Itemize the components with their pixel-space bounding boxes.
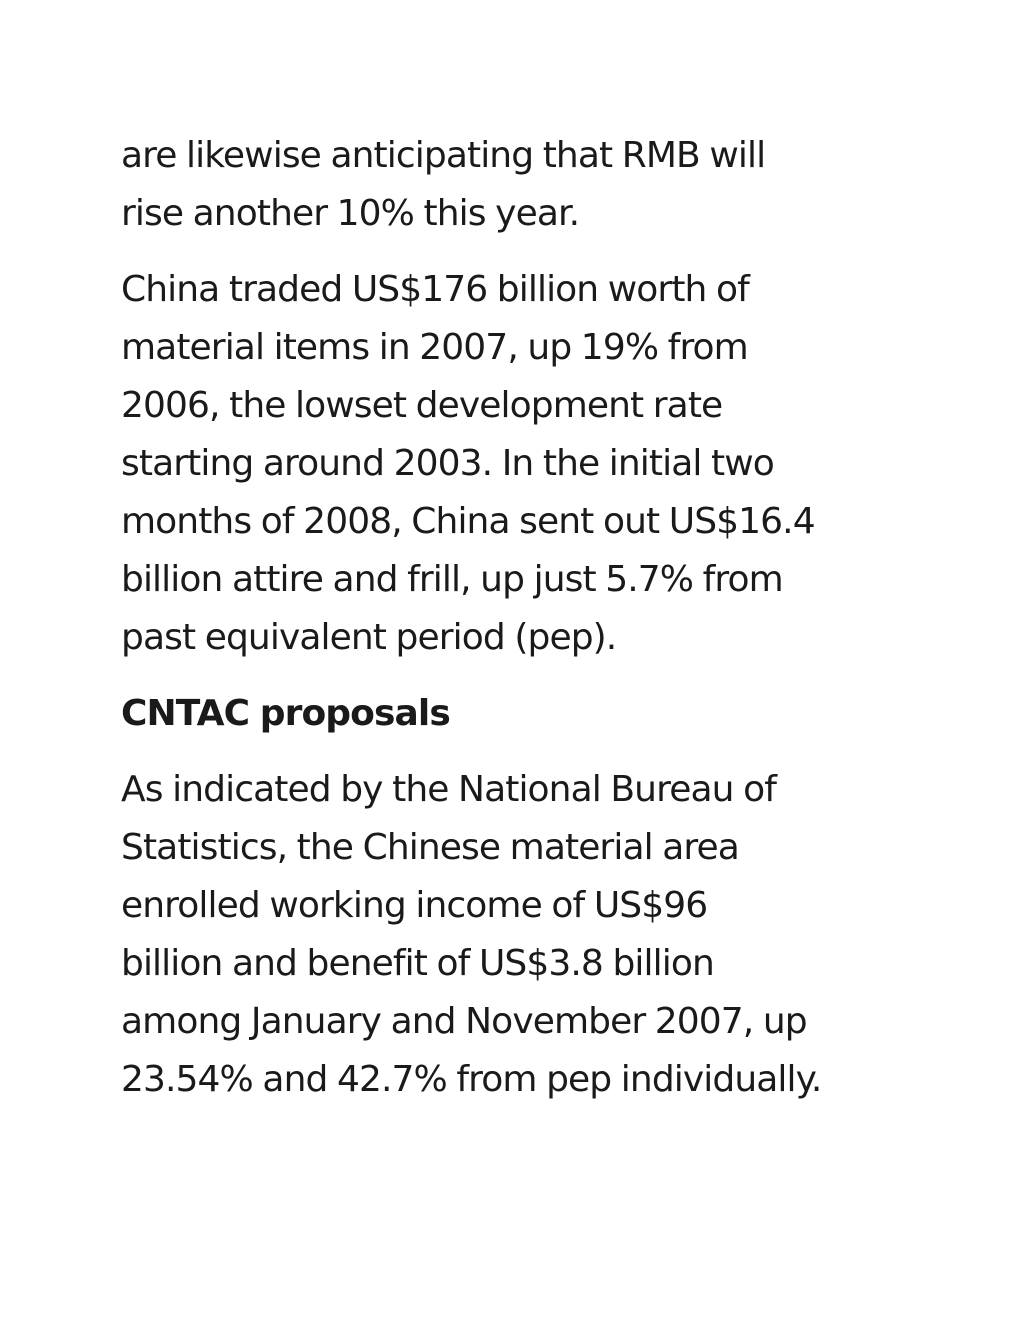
paragraph-china-trade (121, 261, 911, 667)
paragraph-rmb-forecast (121, 127, 911, 243)
text-line: rise another 10% this year. (121, 193, 580, 234)
text-line: 2006, the lowset development rate (121, 385, 723, 426)
text-line: starting around 2003. In the initial two (121, 443, 774, 484)
section-heading (121, 685, 911, 743)
heading-text: CNTAC proposals (121, 693, 450, 734)
text-line: billion attire and frill, up just 5.7% from (121, 559, 783, 600)
text-line: enrolled working income of US$96 (121, 885, 708, 926)
document-page (121, 127, 911, 1109)
text-line: Statistics, the Chinese material area (121, 827, 739, 868)
text-line: As indicated by the National Bureau of (121, 769, 776, 810)
text-line: are likewise anticipating that RMB will (121, 135, 766, 176)
text-line: among January and November 2007, up (121, 1001, 807, 1042)
text-line: billion and benefit of US$3.8 billion (121, 943, 714, 984)
paragraph-statistics (121, 761, 911, 1109)
text-line: past equivalent period (pep). (121, 617, 617, 658)
text-line: material items in 2007, up 19% from (121, 327, 748, 368)
text-line: months of 2008, China sent out US$16.4 (121, 501, 815, 542)
text-line: 23.54% and 42.7% from pep individually. (121, 1059, 822, 1100)
text-line: China traded US$176 billion worth of (121, 269, 749, 310)
